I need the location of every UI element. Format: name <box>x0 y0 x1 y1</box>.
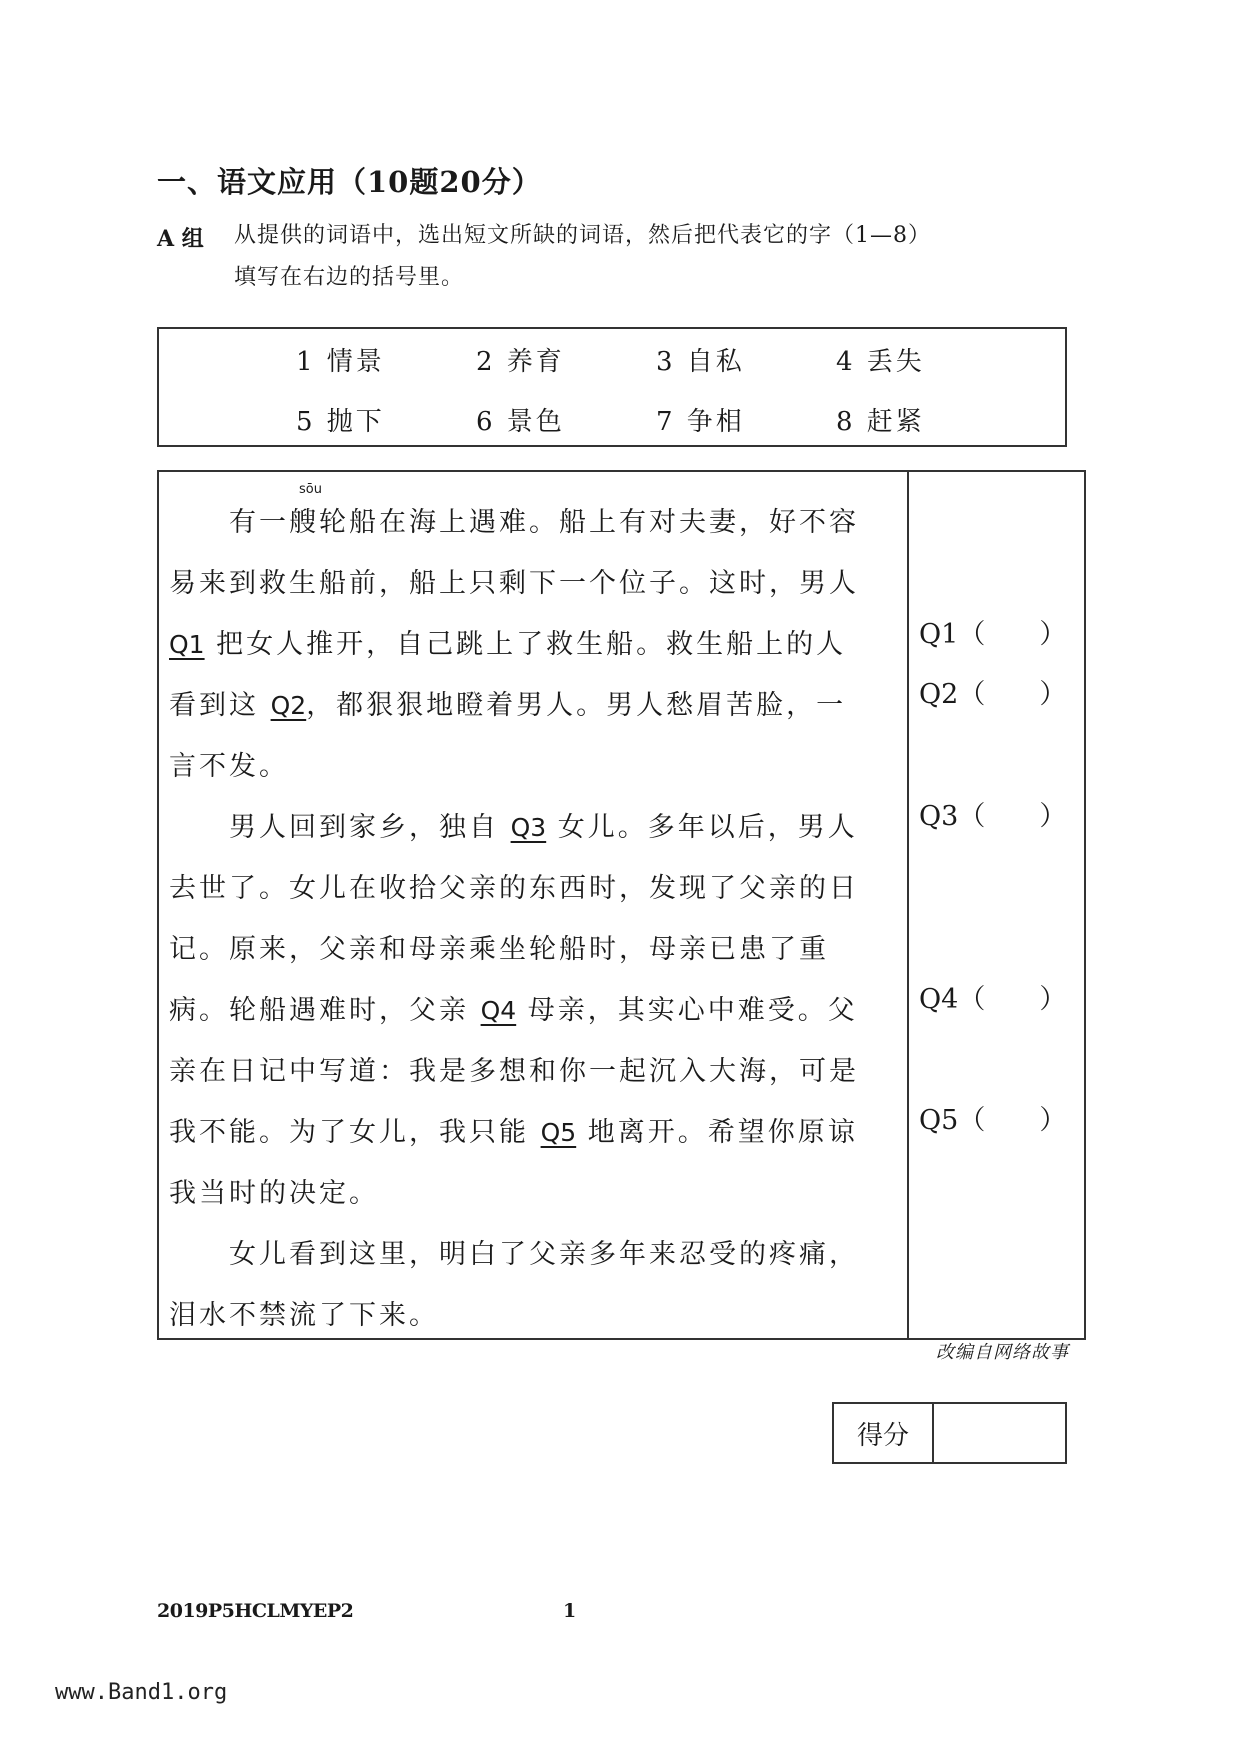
score-box <box>832 1402 1067 1464</box>
word-option: 5 抛下 <box>296 407 385 437</box>
word-option: 1 情景 <box>296 347 385 377</box>
blank-marker: Q4 <box>480 996 517 1025</box>
section-title: 一、语文应用（10题20分） <box>157 165 542 199</box>
passage-segment: 去世了。女儿在收拾父亲的东西时，发现了父亲的日 <box>169 873 859 904</box>
passage-box <box>157 470 1086 1340</box>
word-option: 6 景色 <box>476 407 565 437</box>
passage-line <box>169 744 289 783</box>
passage-segment: 易来到救生船前，船上只剩下一个位子。这时，男人 <box>169 568 859 599</box>
passage-line <box>169 1293 439 1332</box>
passage-segment: 看到这 <box>169 690 271 721</box>
passage-segment: 记。原来，父亲和母亲乘坐轮船时，母亲已患了重 <box>169 934 829 965</box>
passage-segment: 亲在日记中写道：我是多想和你一起沉入大海，可是 <box>169 1056 859 1087</box>
answer-slot-q3[interactable]: Q3（ ） <box>919 801 1067 832</box>
passage-line <box>169 927 829 966</box>
passage-line <box>169 1171 379 1210</box>
word-option: 7 争相 <box>656 407 745 437</box>
passage-line <box>169 1049 859 1088</box>
passage-line <box>169 1110 858 1149</box>
pinyin-annotation: sōu <box>299 482 322 497</box>
passage-segment: ，都狠狠地瞪着男人。男人愁眉苦脸，一 <box>306 690 847 721</box>
source-note: 改编自网络故事 <box>936 1342 1069 1363</box>
passage-line <box>169 561 859 600</box>
blank-marker: Q1 <box>169 630 205 659</box>
passage-line <box>169 866 859 905</box>
passage-segment: 病。轮船遇难时，父亲 <box>169 995 481 1026</box>
blank-marker: Q5 <box>540 1118 577 1147</box>
passage-line <box>169 683 846 722</box>
passage-segment: 把女人推开，自己跳上了救生船。救生船上的人 <box>204 629 847 660</box>
answer-slot-q1[interactable]: Q1（ ） <box>919 619 1067 650</box>
answer-slot-q2[interactable]: Q2（ ） <box>919 679 1067 710</box>
passage-segment: 男人回到家乡，独自 <box>229 812 511 843</box>
word-options-box <box>157 327 1067 447</box>
answer-slot-q4[interactable]: Q4（ ） <box>919 984 1067 1015</box>
passage-segment: 女儿。多年以后，男人 <box>546 812 858 843</box>
passage-segment: 母亲，其实心中难受。父 <box>516 995 858 1026</box>
answer-slot-q5[interactable]: Q5（ ） <box>919 1105 1067 1136</box>
passage-line <box>229 1232 859 1271</box>
passage-segment: 有一艘轮船在海上遇难。船上有对夫妻，好不容 <box>229 507 859 538</box>
word-option: 8 赶紧 <box>836 407 925 437</box>
blank-marker: Q3 <box>510 813 547 842</box>
score-field[interactable] <box>934 1404 1065 1462</box>
passage-segment: 我当时的决定。 <box>169 1178 379 1209</box>
passage-segment: 言不发。 <box>169 751 289 782</box>
instruction-line-1: 从提供的词语中，选出短文所缺的词语，然后把代表它的字（1—8） <box>234 223 931 248</box>
word-option: 4 丢失 <box>836 347 925 377</box>
word-option: 2 养育 <box>476 347 565 377</box>
blank-marker: Q2 <box>270 691 307 720</box>
page-number: 1 <box>563 1600 577 1622</box>
column-divider <box>907 472 909 1338</box>
instruction-line-2: 填写在右边的括号里。 <box>234 265 465 290</box>
word-option: 3 自私 <box>656 347 745 377</box>
passage-segment: 泪水不禁流了下来。 <box>169 1300 439 1331</box>
passage-line <box>169 988 858 1027</box>
watermark: www.Band1.org <box>55 1680 228 1705</box>
passage-segment: 地离开。希望你原谅 <box>576 1117 858 1148</box>
passage-segment: 女儿看到这里，明白了父亲多年来忍受的疼痛， <box>229 1239 859 1270</box>
group-label: A 组 <box>157 226 204 252</box>
paper-code: 2019P5HCLMYEP2 <box>157 1600 354 1622</box>
passage-segment: 我不能。为了女儿，我只能 <box>169 1117 541 1148</box>
passage-line <box>229 500 859 539</box>
passage-line <box>229 805 858 844</box>
score-label: 得分 <box>834 1404 934 1462</box>
passage-line <box>169 622 846 661</box>
